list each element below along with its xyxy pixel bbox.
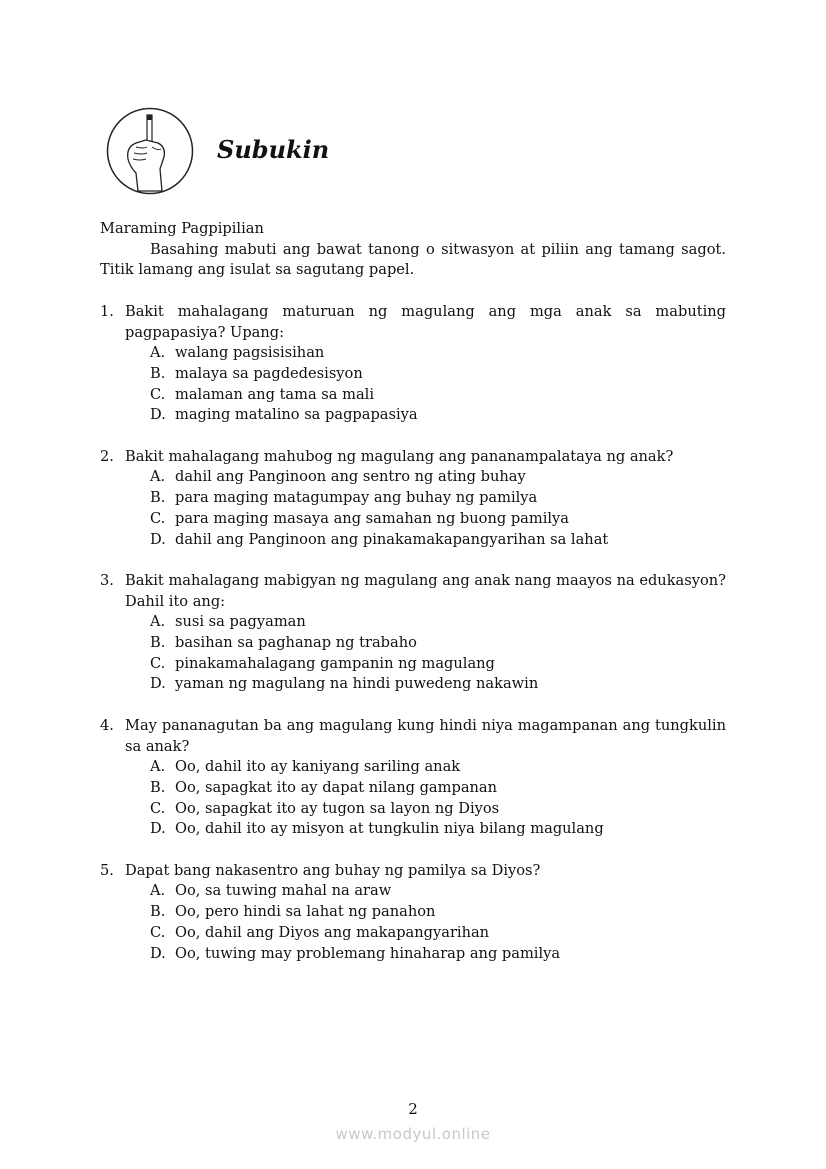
- answer-option: [100, 674, 726, 695]
- option-letter: B.: [150, 903, 166, 921]
- question-number: 5.: [100, 861, 114, 879]
- question-text: Bakit mahalagang maturuan ng magulang ang mga anak sa mabuting pagpapasiya? Upang:: [125, 302, 726, 341]
- option-letter: D.: [150, 675, 166, 693]
- section-title: Subukin: [217, 135, 330, 164]
- answer-option: [100, 944, 726, 965]
- option-text: pinakamahalagang gampanin ng magulang: [175, 654, 495, 672]
- option-text: Oo, dahil ang Diyos ang makapangyarihan: [175, 923, 490, 941]
- option-text: Oo, sapagkat ito ay dapat nilang gampanan: [175, 778, 498, 796]
- option-letter: B.: [150, 778, 166, 796]
- answer-option: [100, 923, 726, 944]
- question-number: 1.: [100, 302, 114, 320]
- option-text: para maging matagumpay ang buhay ng pamilya: [175, 489, 538, 507]
- answer-option: [100, 819, 726, 840]
- option-text: para maging masaya ang samahan ng buong pamilya: [175, 509, 569, 527]
- option-text: Oo, tuwing may problemang hinaharap ang pamilya: [175, 944, 561, 962]
- question-text: Dapat bang nakasentro ang buhay ng pamilya sa Diyos?: [125, 861, 541, 879]
- answer-option: [100, 405, 726, 426]
- answer-option: [100, 488, 726, 509]
- answer-option: [100, 343, 726, 364]
- question-item: [100, 447, 726, 551]
- option-text: basihan sa paghanap ng trabaho: [175, 634, 417, 652]
- option-letter: C.: [150, 923, 166, 941]
- option-text: malaya sa pagdedesisyon: [175, 364, 363, 382]
- option-text: yaman ng magulang na hindi puwedeng nakawin: [175, 675, 539, 693]
- intro-heading: Maraming Pagpipilian: [100, 220, 264, 237]
- document-body: [100, 219, 726, 964]
- option-text: Oo, pero hindi sa lahat ng panahon: [175, 903, 436, 921]
- answer-option: [100, 385, 726, 406]
- question-item: [100, 861, 726, 965]
- answer-option: [100, 778, 726, 799]
- answer-option: [100, 530, 726, 551]
- hand-holding-pencil-icon: [106, 107, 194, 195]
- option-letter: D.: [150, 944, 166, 962]
- watermark: www.modyul.online: [335, 1125, 491, 1143]
- option-letter: D.: [150, 406, 166, 424]
- question-text: Bakit mahalagang mahubog ng magulang ang pananampalataya ng anak?: [125, 447, 674, 465]
- option-letter: A.: [150, 344, 166, 362]
- answer-option: [100, 799, 726, 820]
- option-letter: D.: [150, 820, 166, 838]
- option-text: Oo, dahil ito ay misyon at tungkulin niya bilang magulang: [175, 820, 604, 838]
- answer-option: [100, 364, 726, 385]
- question-item: [100, 571, 726, 695]
- option-text: walang pagsisisihan: [175, 344, 325, 362]
- question-text: May pananagutan ba ang magulang kung hindi niya magampanan ang tungkulin sa anak?: [125, 716, 726, 755]
- answer-option: [100, 757, 726, 778]
- answer-option: [100, 467, 726, 488]
- question-number: 4.: [100, 716, 114, 734]
- option-letter: C.: [150, 799, 166, 817]
- question-item: [100, 302, 726, 426]
- intro-instructions: Basahing mabuti ang bawat tanong o sitwasyon at piliin ang tamang sagot. Titik lamang ang isulat sa sagutang papel.: [100, 240, 726, 279]
- answer-option: [100, 881, 726, 902]
- question-text: Bakit mahalagang mabigyan ng magulang ang anak nang maayos na edukasyon? Dahil ito ang:: [125, 571, 726, 610]
- option-text: dahil ang Panginoon ang sentro ng ating buhay: [175, 468, 526, 486]
- option-letter: B.: [150, 364, 166, 382]
- option-letter: C.: [150, 509, 166, 527]
- option-letter: B.: [150, 489, 166, 507]
- option-text: dahil ang Panginoon ang pinakamakapangyarihan sa lahat: [175, 530, 609, 548]
- question-number: 2.: [100, 447, 114, 465]
- question-list: [100, 302, 726, 964]
- answer-option: [100, 612, 726, 633]
- answer-option: [100, 509, 726, 530]
- option-letter: D.: [150, 530, 166, 548]
- option-letter: A.: [150, 882, 166, 900]
- question-item: [100, 716, 726, 840]
- option-text: Oo, dahil ito ay kaniyang sariling anak: [175, 758, 461, 776]
- option-letter: A.: [150, 613, 166, 631]
- option-text: maging matalino sa pagpapasiya: [175, 406, 418, 424]
- option-letter: A.: [150, 468, 166, 486]
- option-letter: C.: [150, 385, 166, 403]
- option-letter: A.: [150, 758, 166, 776]
- answer-option: [100, 654, 726, 675]
- answer-option: [100, 902, 726, 923]
- option-text: Oo, sapagkat ito ay tugon sa layon ng Diyos: [175, 799, 500, 817]
- question-number: 3.: [100, 571, 114, 589]
- option-text: Oo, sa tuwing mahal na araw: [175, 882, 392, 900]
- page-number: 2: [408, 1100, 418, 1118]
- option-letter: C.: [150, 654, 166, 672]
- option-letter: B.: [150, 634, 166, 652]
- option-text: malaman ang tama sa mali: [175, 385, 375, 403]
- option-text: susi sa pagyaman: [175, 613, 306, 631]
- answer-option: [100, 633, 726, 654]
